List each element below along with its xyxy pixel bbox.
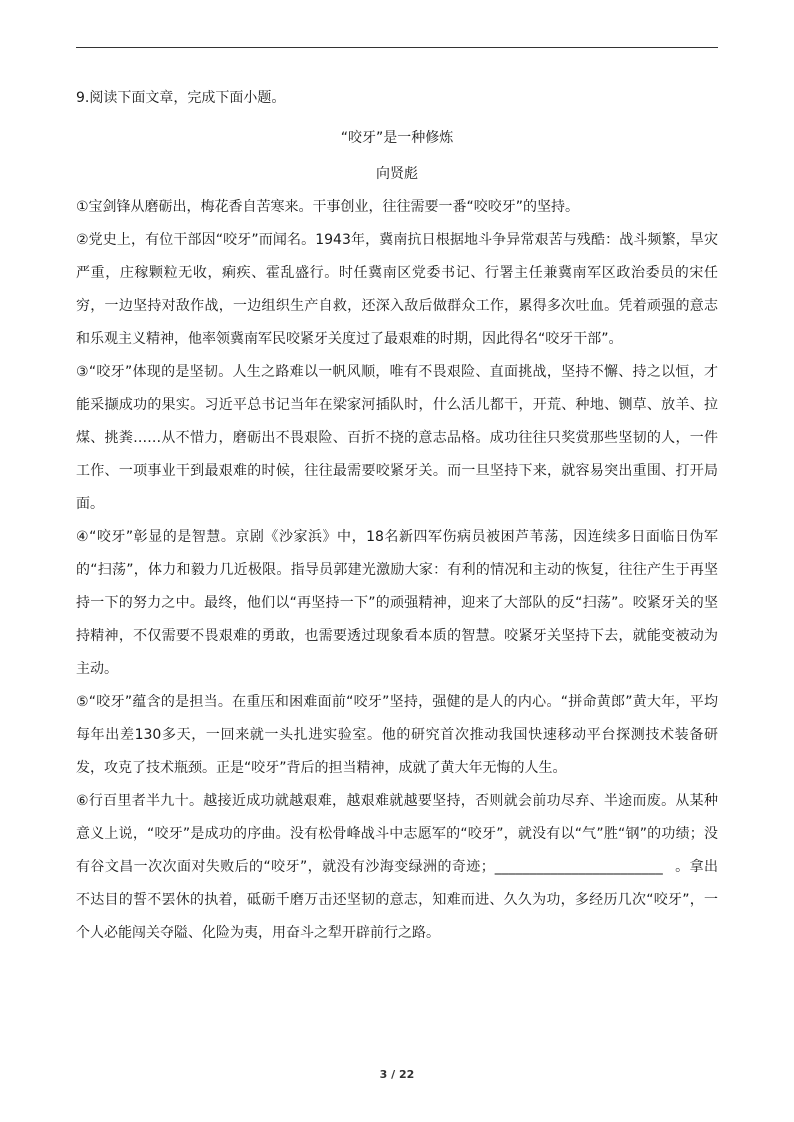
paragraph-2: ②党史上，有位干部因“咬牙”而闻名。1943年，冀南抗日根据地斗争异常艰苦与残酷：战斗频繁，旱灾严重，庄稼颗粒无收，痢疾、霍乱盛行。时任冀南区党委书记、行署主任兼冀南军区政治委员的宋任穷，一边坚持对敌作战，一边组织生产自救，还深入敌后做群众工作，累得多次吐血。凭着顽强的意志和乐观主义精神，他率领冀南军民咬紧牙关度过了最艰难的时期，因此得名“咬牙干部”。 bbox=[76, 232, 718, 347]
paragraph-1: ①宝剑锋从磨砺出，梅花香自苦寒来。干事创业，往往需要一番“咬咬牙”的坚持。 bbox=[76, 199, 580, 215]
paragraph-6-before-blank: ⑥行百里者半九十。越接近成功就越艰难，越艰难就越要坚持，否则就会前功尽弃、半途而废。从某种意义上说，“咬牙”是成功的序曲。没有松骨峰战斗中志愿军的“咬牙”，就没有以“气”胜“钢”的功绩；没有谷文昌一次次面对失败后的“咬牙”，就没有沙海变绿洲的奇迹； bbox=[76, 793, 718, 875]
article-title: “咬牙”是一种修炼 bbox=[340, 130, 454, 146]
article-author: 向贤彪 bbox=[376, 166, 418, 182]
fill-in-blank: ________________________ bbox=[494, 859, 663, 875]
paragraph-6 bbox=[76, 785, 718, 950]
question-heading: 9.阅读下面文章，完成下面小题。 bbox=[76, 90, 286, 106]
paragraph-5: ⑤“咬牙”蕴含的是担当。在重压和困难面前“咬牙”坚持，强健的是人的内心。“拼命黄郎”黄大年，平均每年出差130多天，一回来就一头扎进实验室。他的研究首次推动我国快速移动平台探测技术装备研发，攻克了技术瓶颈。正是“咬牙”背后的担当精神，成就了黄大年无悔的人生。 bbox=[76, 694, 718, 776]
paragraph-6-after-blank: 。拿出不达目的誓不罢休的执着，砥砺千磨万击还坚韧的意志，知难而进、久久为功，多经历几次“咬牙”，一个人必能闯关夺隘、化险为夷，用奋斗之犁开辟前行之路。 bbox=[76, 859, 718, 941]
header-rule bbox=[76, 47, 718, 48]
page-content bbox=[76, 85, 718, 950]
paragraph-4: ④“咬牙”彰显的是智慧。京剧《沙家浜》中，18名新四军伤病员被困芦苇荡，因连续多日面临日伪军的“扫荡”，体力和毅力几近极限。指导员郭建光激励大家：有利的情况和主动的恢复，往往产生于再坚持一下的努力之中。最终，他们以“再坚持一下”的顽强精神，迎来了大部队的反“扫荡”。咬紧牙关的坚持精神，不仅需要不畏艰难的勇敢，也需要透过现象看本质的智慧。咬紧牙关坚持下去，就能变被动为主动。 bbox=[76, 529, 718, 677]
paragraph-3: ③“咬牙”体现的是坚韧。人生之路难以一帆风顺，唯有不畏艰险、直面挑战，坚持不懈、持之以恒，才能采撷成功的果实。习近平总书记当年在梁家河插队时，什么活儿都干，开荒、种地、铡草、放羊、拉煤、挑粪……从不惜力，磨砺出不畏艰险、百折不挠的意志品格。成功往往只奖赏那些坚韧的人，一件工作、一项事业干到最艰难的时候，往往最需要咬紧牙关。而一旦坚持下来，就容易突出重围、打开局面。 bbox=[76, 364, 718, 512]
page-number: 3 / 22 bbox=[379, 1068, 415, 1081]
